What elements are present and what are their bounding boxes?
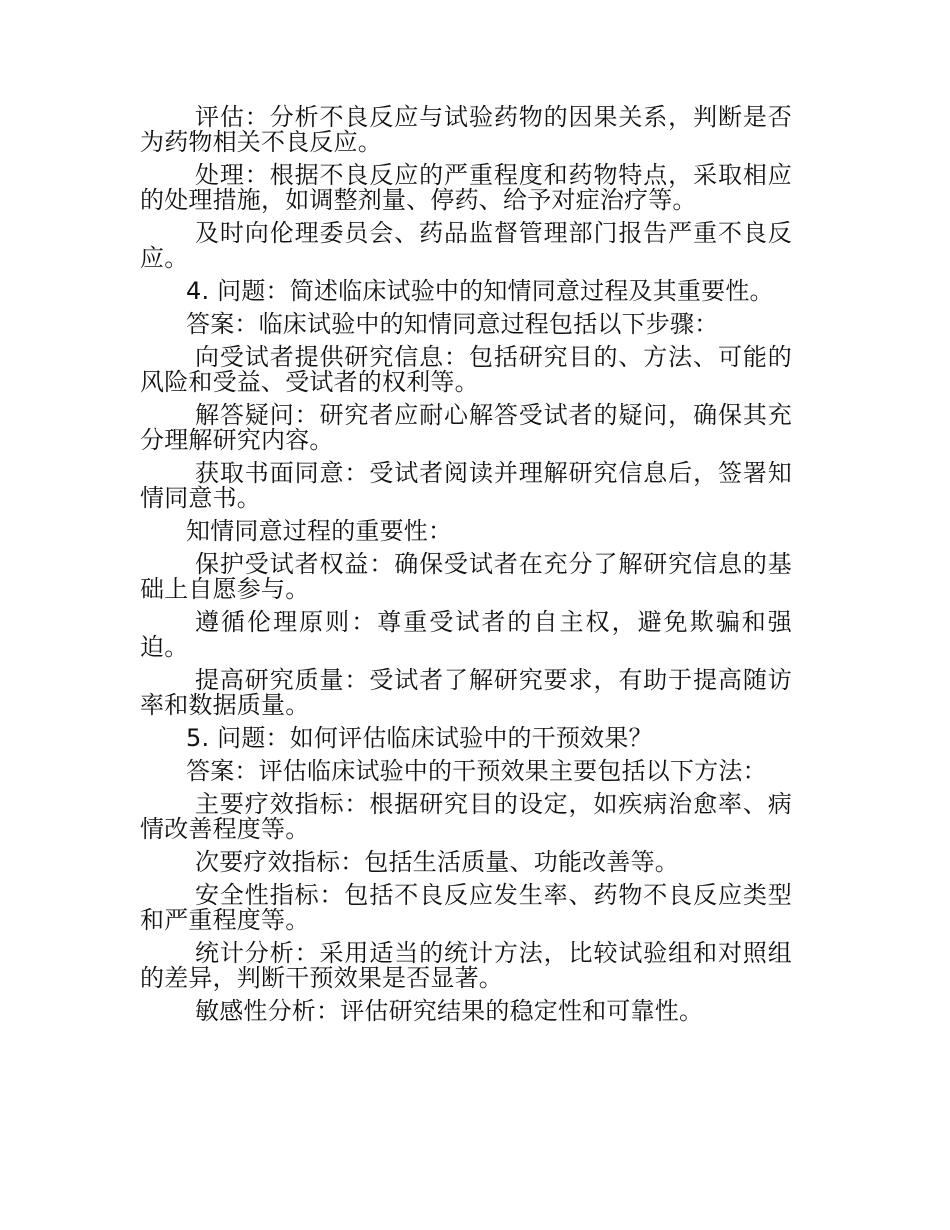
paragraph-sensitivity: 敏感性分析：评估研究结果的稳定性和可靠性。 xyxy=(195,997,704,1025)
consent-importance-heading: 知情同意过程的重要性： xyxy=(186,517,453,545)
paragraph-handling: 处理：根据不良反应的严重程度和药物特点，采取相应的处理措施，如调整剂量、停药、给予对症治疗等。 xyxy=(140,161,792,214)
paragraph-written-consent: 获取书面同意：受试者阅读并理解研究信息后，签署知情同意书。 xyxy=(140,459,792,512)
answer-4-intro: 答案：临床试验中的知情同意过程包括以下步骤： xyxy=(186,310,719,338)
paragraph-causality-assessment: 评估：分析不良反应与试验药物的因果关系，判断是否为药物相关不良反应。 xyxy=(140,103,792,156)
question-5: 5. 问题：如何评估临床试验中的干预效果？ xyxy=(186,724,653,752)
paragraph-statistics: 统计分析：采用适当的统计方法，比较试验组和对照组的差异，判断干预效果是否显著。 xyxy=(140,939,792,992)
answer-5-intro: 答案：评估临床试验中的干预效果主要包括以下方法： xyxy=(186,757,767,785)
paragraph-safety-endpoint: 安全性指标：包括不良反应发生率、药物不良反应类型和严重程度等。 xyxy=(140,881,792,934)
paragraph-quality: 提高研究质量：受试者了解研究要求，有助于提高随访率和数据质量。 xyxy=(140,666,792,719)
paragraph-protect-rights: 保护受试者权益：确保受试者在充分了解研究信息的基础上自愿参与。 xyxy=(140,550,792,603)
paragraph-secondary-endpoint: 次要疗效指标：包括生活质量、功能改善等。 xyxy=(195,848,679,876)
paragraph-ethics: 遵循伦理原则：尊重受试者的自主权，避免欺骗和强迫。 xyxy=(140,608,792,661)
document-body xyxy=(140,105,792,1032)
question-4: 4. 问题：简述临床试验中的知情同意过程及其重要性。 xyxy=(186,277,774,305)
paragraph-reporting: 及时向伦理委员会、药品监督管理部门报告严重不良反应。 xyxy=(140,219,792,272)
paragraph-answer-questions: 解答疑问：研究者应耐心解答受试者的疑问，确保其充分理解研究内容。 xyxy=(140,401,792,454)
paragraph-primary-endpoint: 主要疗效指标：根据研究目的设定，如疾病治愈率、病情改善程度等。 xyxy=(140,790,792,843)
paragraph-provide-info: 向受试者提供研究信息：包括研究目的、方法、可能的风险和受益、受试者的权利等。 xyxy=(140,343,792,396)
